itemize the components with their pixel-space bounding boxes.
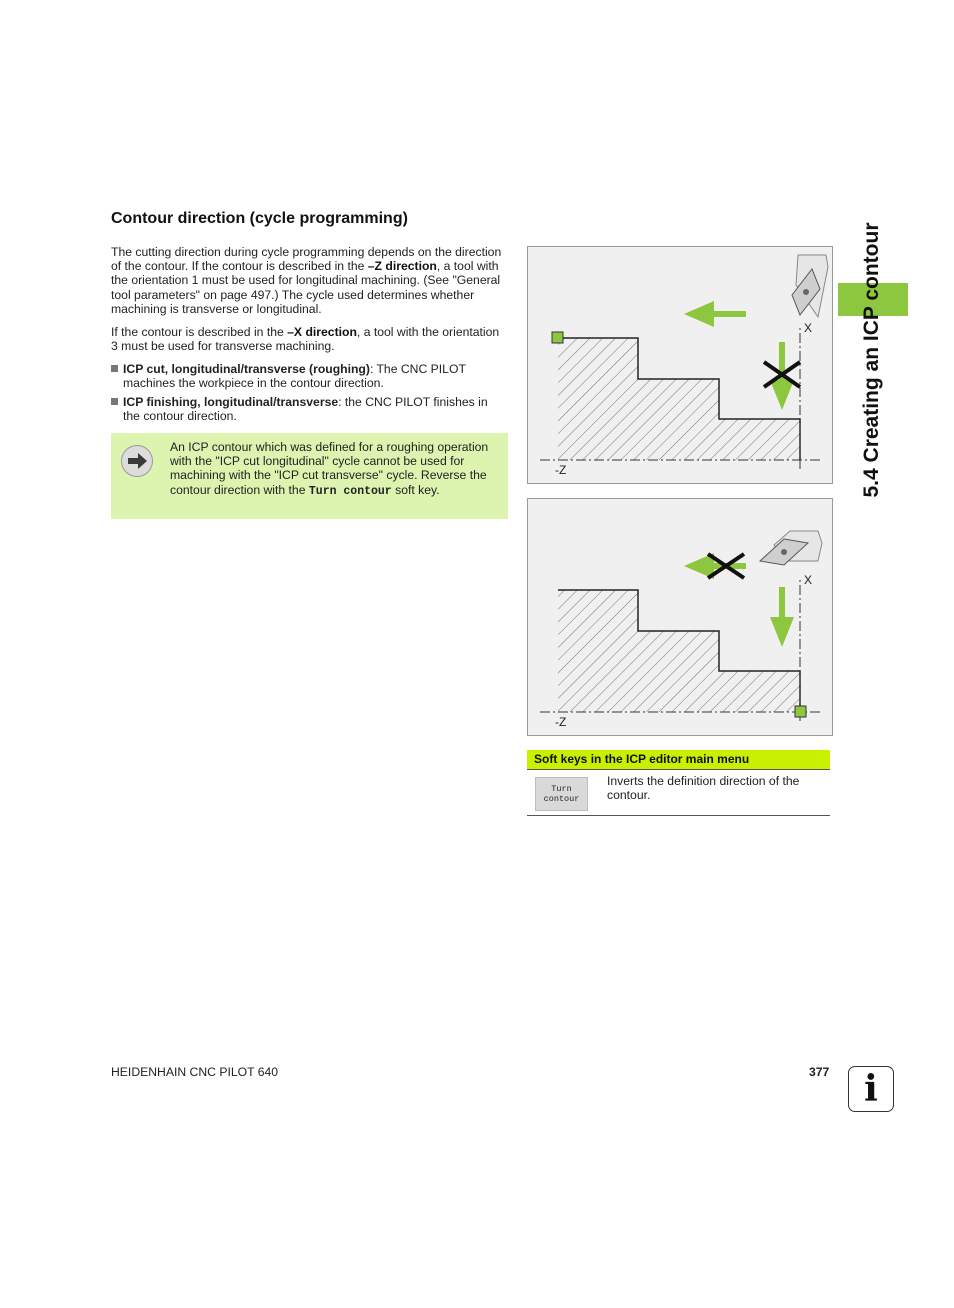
tool-insert-icon: [760, 531, 822, 565]
paragraph-z-direction: [111, 245, 507, 316]
softkey-table-rule: [527, 815, 830, 816]
softkey-table-rule: [527, 769, 830, 770]
bullet-finishing-bold: ICP finishing, longitudinal/transverse: [123, 395, 339, 409]
note-code: Turn contour: [308, 484, 392, 498]
bullet-finishing-text: : the CNC PILOT finishes in the contour direction.: [123, 395, 488, 424]
softkey-description: Inverts the definition direction of the contour.: [607, 774, 800, 803]
para1-text-b: , a tool with the orientation 1 must be used for longitudinal machining. (See "General tool parameters" on page 497.) The cycle used determines whether machining is transverse or longitudinal.: [111, 259, 501, 316]
arrow-down-icon: [770, 587, 794, 647]
note-text: [170, 440, 500, 499]
workpiece-profile: [558, 338, 800, 460]
para1-bold: –Z direction: [367, 259, 437, 274]
bullet-roughing: [111, 362, 507, 390]
note-text-a: An ICP contour which was defined for a roughing operation with the "ICP cut longitudinal" cycle cannot be used for machining with the "ICP cut transverse" cycle. Reverse the contour direction with the: [170, 440, 489, 497]
para2-bold: –X direction: [287, 325, 357, 339]
z-axis-label: -Z: [555, 715, 567, 729]
section-heading: Contour direction (cycle programming): [111, 210, 408, 227]
chapter-title: 5.4 Creating an ICP contour: [860, 222, 883, 498]
footer-product: HEIDENHAIN CNC PILOT 640: [111, 1065, 279, 1079]
para2-text-a: If the contour is described in the: [111, 325, 288, 339]
page-number: 377: [809, 1065, 830, 1079]
softkey-label-line2: contour: [543, 794, 580, 804]
figure-x-direction: [527, 498, 833, 736]
softkey-table-title: Soft keys in the ICP editor main menu: [534, 752, 750, 766]
start-point-marker: [795, 706, 806, 717]
start-point-marker: [552, 332, 563, 343]
note-box: [111, 433, 508, 519]
bullet-square-icon: [111, 365, 118, 372]
bullet-square-icon: [111, 398, 118, 405]
note-text-b: soft key.: [391, 482, 440, 497]
z-axis-label: -Z: [555, 463, 567, 477]
para2-text-b: , a tool with the orientation 3 must be used for transverse machining.: [111, 325, 500, 354]
softkey-label-line1: Turn: [551, 784, 572, 794]
turn-contour-softkey[interactable]: [535, 777, 588, 811]
figure-z-direction: [527, 246, 833, 484]
para1-text-a: The cutting direction during cycle programming depends on the direction of the contour. If the contour is described in the: [111, 245, 502, 274]
bullet-finishing: [111, 395, 507, 423]
x-axis-label: X: [804, 321, 813, 335]
x-axis-label: X: [804, 573, 813, 587]
arrow-left-icon: [684, 301, 746, 327]
bullet-roughing-bold: ICP cut, longitudinal/transverse (roughing): [123, 362, 370, 376]
info-icon: i: [848, 1066, 894, 1112]
arrow-right-icon: [121, 445, 153, 477]
tool-insert-icon: [792, 255, 828, 317]
paragraph-x-direction: [111, 325, 507, 353]
bullet-roughing-text: : The CNC PILOT machines the workpiece in the contour direction.: [123, 362, 466, 391]
softkey-table-header: [527, 750, 830, 769]
workpiece-profile: [558, 590, 800, 712]
